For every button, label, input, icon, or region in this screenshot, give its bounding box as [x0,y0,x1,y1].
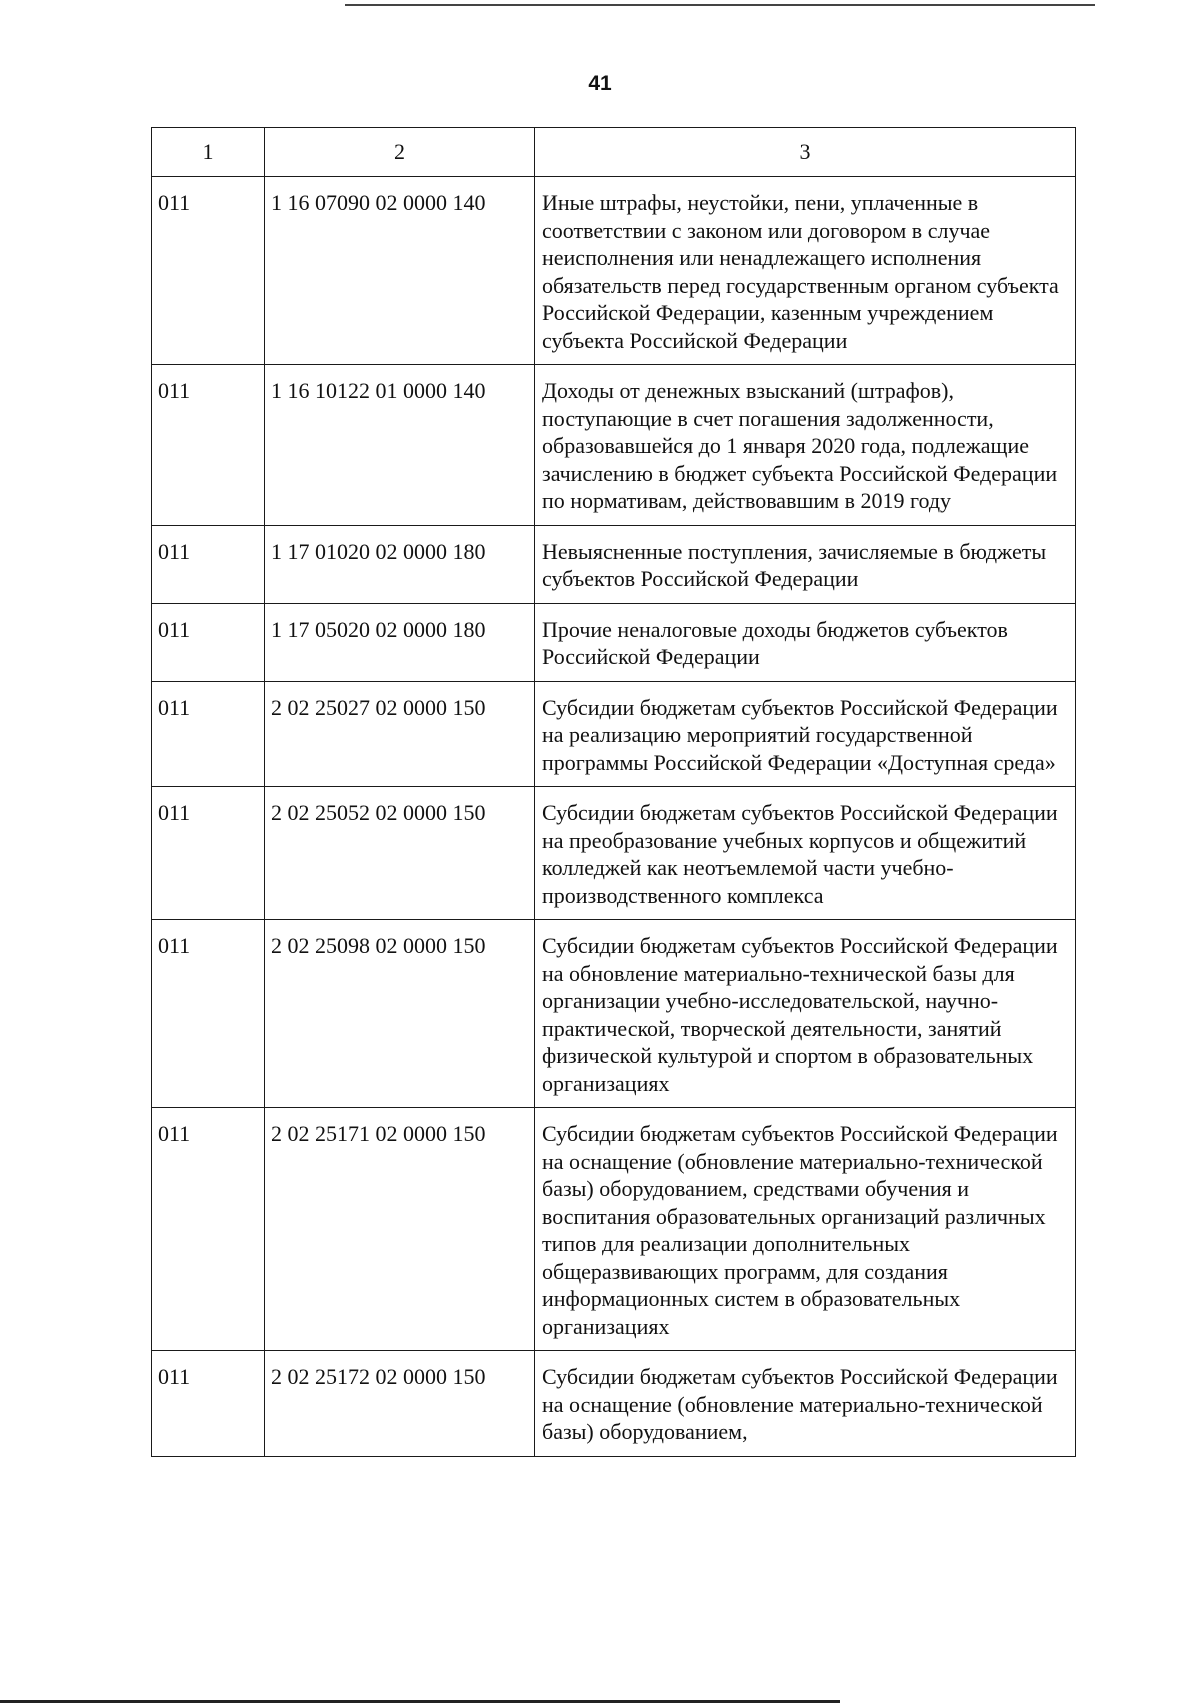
table-row [152,1108,1076,1351]
description-cell: Субсидии бюджетам субъектов Российской Федерации на реализацию мероприятий государственной программы Российской Федерации «Доступная среда» [535,681,1076,787]
table-row [152,920,1076,1108]
description-cell: Субсидии бюджетам субъектов Российской Федерации на оснащение (обновление материально-технической базы) оборудованием, средствами обучения и воспитания образовательных организаций различных типов для реализации дополнительных общеразвивающих программ, для создания информационных систем в образовательных организациях [535,1108,1076,1351]
column-header-2: 2 [265,128,535,177]
table-row [152,787,1076,920]
description-cell: Субсидии бюджетам субъектов Российской Федерации на оснащение (обновление материально-технической базы) оборудованием, [535,1351,1076,1457]
description-cell: Субсидии бюджетам субъектов Российской Федерации на обновление материально-технической базы для организации учебно-исследовательской, научно-практической, творческой деятельности, занятий физической культурой и спортом в образовательных организациях [535,920,1076,1108]
admin-code-cell: 011 [152,603,265,681]
admin-code-cell: 011 [152,1108,265,1351]
table-row [152,365,1076,526]
budget-code-cell: 2 02 25052 02 0000 150 [265,787,535,920]
admin-code-cell: 011 [152,177,265,365]
budget-code-cell: 2 02 25171 02 0000 150 [265,1108,535,1351]
budget-code-cell: 1 17 01020 02 0000 180 [265,525,535,603]
admin-code-cell: 011 [152,920,265,1108]
scan-edge-line-bottom [0,1700,840,1703]
scan-edge-line-top [345,4,1095,6]
admin-code-cell: 011 [152,525,265,603]
description-cell: Субсидии бюджетам субъектов Российской Федерации на преобразование учебных корпусов и общежитий колледжей как неотъемлемой части учебно-производственного комплекса [535,787,1076,920]
description-cell: Доходы от денежных взысканий (штрафов), поступающие в счет погашения задолженности, образовавшейся до 1 января 2020 года, подлежащие зачислению в бюджет субъекта Российской Федерации по нормативам, действовавшим в 2019 году [535,365,1076,526]
budget-code-cell: 2 02 25098 02 0000 150 [265,920,535,1108]
table-row [152,681,1076,787]
column-header-1: 1 [152,128,265,177]
table-row [152,1351,1076,1457]
column-header-3: 3 [535,128,1076,177]
budget-code-cell: 1 17 05020 02 0000 180 [265,603,535,681]
description-cell: Иные штрафы, неустойки, пени, уплаченные в соответствии с законом или договором в случае неисполнения или ненадлежащего исполнения обязательств перед государственным органом субъекта Российской Федерации, казенным учреждением субъекта Российской Федерации [535,177,1076,365]
table-row [152,603,1076,681]
admin-code-cell: 011 [152,1351,265,1457]
table-row [152,525,1076,603]
budget-codes-table [151,127,1076,1457]
admin-code-cell: 011 [152,365,265,526]
table-row [152,177,1076,365]
admin-code-cell: 011 [152,681,265,787]
budget-code-cell: 1 16 10122 01 0000 140 [265,365,535,526]
description-cell: Прочие неналоговые доходы бюджетов субъектов Российской Федерации [535,603,1076,681]
table-header-row [152,128,1076,177]
budget-code-cell: 2 02 25027 02 0000 150 [265,681,535,787]
budget-code-cell: 1 16 07090 02 0000 140 [265,177,535,365]
description-cell: Невыясненные поступления, зачисляемые в бюджеты субъектов Российской Федерации [535,525,1076,603]
budget-code-cell: 2 02 25172 02 0000 150 [265,1351,535,1457]
page-number: 41 [588,72,612,95]
admin-code-cell: 011 [152,787,265,920]
